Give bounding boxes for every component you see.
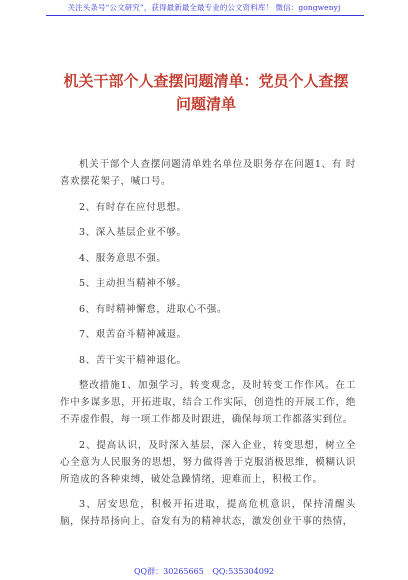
paragraph-item-2: 2、有时存在应付思想。 (79, 201, 187, 213)
paragraph-item-5: 5、主动担当精神不够。 (79, 278, 187, 289)
footer-qq: QQ:535304092 (212, 567, 274, 576)
header-divider (46, 15, 364, 16)
header-promo-note: 关注头条号“公文研究”，获得最新最全最专业的公文资料库！ 微信：gongwenyj (67, 3, 341, 12)
paragraph-item-7: 7、艰苦奋斗精神减退。 (79, 329, 187, 340)
paragraph-intro: 机关干部个人查摆问题清单姓名单位及职务存在问题1、有 时喜欢摆花架子，喊口号。 (60, 159, 356, 187)
paragraph-item-8: 8、苦干实干精神退化。 (79, 354, 187, 366)
paragraph-item-6: 6、有时精神懈怠，进取心不强。 (79, 303, 228, 315)
footer-qq-group: QQ群：30265665 (133, 567, 204, 576)
paragraph-item-3: 3、深入基层企业不够。 (79, 227, 187, 238)
paragraph-item-4: 4、服务意思不强。 (79, 252, 167, 264)
paragraph-measure-1: 整改措施1、加强学习，转变观念，及时转变工作作风。在工作中多谋多思，开拓进取，结合工作实际，创造性的开展工作，绝不弄虚作假，每一项工作都及时跟进，确保每项工作都落实到位。 (60, 380, 356, 425)
paragraph-measure-3: 3、居安思危，积极开拓进取，提高危机意识，保持清醒头脑，保持昂扬向上、奋发有为的精神状态，激发创业干事的热情， (60, 499, 356, 527)
document-title: 机关干部个人查摆问题清单：党员个人查摆问题清单 (63, 72, 349, 113)
footer-contact (0, 566, 408, 577)
document-body (60, 156, 356, 539)
paragraph-measure-2: 2、提高认识，及时深入基层，深入企业，转变思想，树立全心全意为人民服务的思想，努力做得善于克服消极思维，模糊认识所造成的各种束缚，破处急躁情绪，迎难而上，积极工作。 (60, 439, 356, 485)
